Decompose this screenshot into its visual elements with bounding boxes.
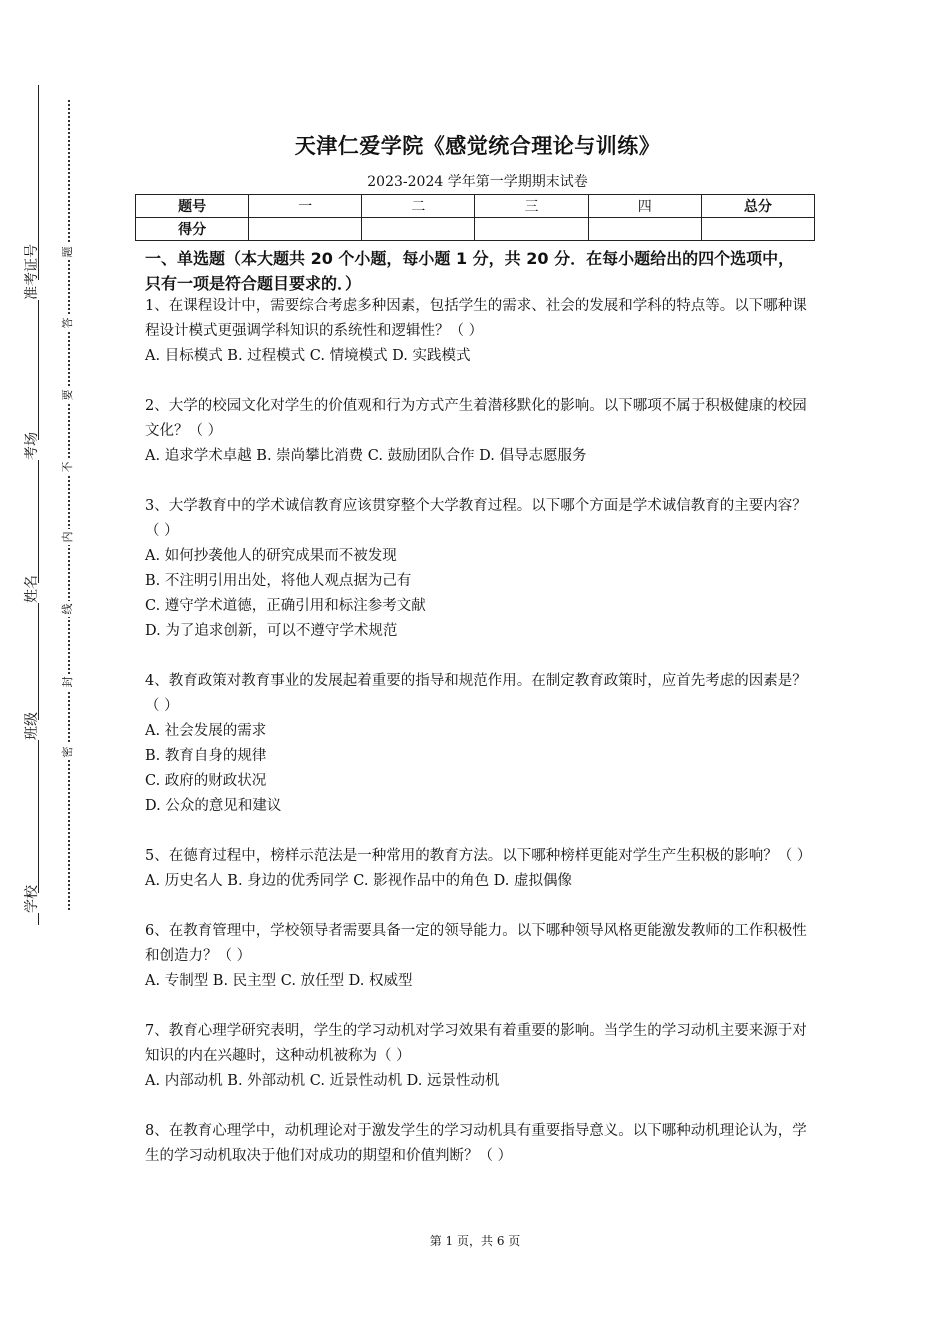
question-option: D. 为了追求创新，可以不遵守学术规范 <box>145 623 398 639</box>
binding-label-exam-room: 考场 <box>24 432 40 460</box>
seal-char-da: 答 <box>61 315 75 331</box>
question-list <box>145 294 810 1194</box>
question-option: A. 专制型 B. 民主型 C. 放任型 D. 权威型 <box>145 973 413 989</box>
binding-label-name: 姓名 <box>24 575 40 603</box>
question-option: A. 追求学术卓越 B. 崇尚攀比消费 C. 鼓励团队合作 D. 倡导志愿服务 <box>145 448 587 464</box>
question-stem: 3、大学教育中的学术诚信教育应该贯穿整个大学教育过程。以下哪个方面是学术诚信教育的主要内容？（ ） <box>145 498 807 539</box>
seal-char-nei: 内 <box>61 529 75 545</box>
question-stem: 8、在教育心理学中，动机理论对于激发学生的学习动机具有重要指导意义。以下哪种动机理论认为，学生的学习动机取决于他们对成功的期望和价值判断？（ ） <box>145 1123 807 1164</box>
score-cell-4[interactable] <box>588 218 701 241</box>
binding-dotted-line <box>68 100 70 910</box>
score-header-section-1: 一 <box>249 195 362 218</box>
seal-char-feng: 封 <box>61 674 75 690</box>
score-header-total: 总分 <box>701 195 814 218</box>
question-7 <box>145 1019 810 1094</box>
page-footer: 第 1 页，共 6 页 <box>429 1234 521 1248</box>
question-stem: 6、在教育管理中，学校领导者需要具备一定的领导能力。以下哪种领导风格更能激发教师的工作积极性和创造力？（ ） <box>145 923 807 964</box>
score-table-header-row <box>136 195 815 218</box>
question-option: B. 不注明引用出处，将他人观点据为己有 <box>145 573 412 589</box>
question-option: A. 历史名人 B. 身边的优秀同学 C. 影视作品中的角色 D. 虚拟偶像 <box>145 873 573 889</box>
question-8 <box>145 1119 810 1169</box>
score-header-label: 题号 <box>136 195 249 218</box>
question-option: A. 目标模式 B. 过程模式 C. 情境模式 D. 实践模式 <box>145 348 471 364</box>
seal-char-mi: 密 <box>61 744 75 760</box>
question-option: B. 教育自身的规律 <box>145 748 267 764</box>
question-2 <box>145 394 810 469</box>
seal-char-ti: 题 <box>61 244 75 260</box>
seal-char-xian: 线 <box>61 601 75 617</box>
question-stem: 1、在课程设计中，需要综合考虑多种因素，包括学生的需求、社会的发展和学科的特点等。以下哪种课程设计模式更强调学科知识的系统性和逻辑性？（ ） <box>145 298 807 339</box>
score-cell-1[interactable] <box>249 218 362 241</box>
score-row-label: 得分 <box>136 218 249 241</box>
question-option: A. 社会发展的需求 <box>145 723 267 739</box>
binding-label-school: 学校 <box>24 885 40 913</box>
score-header-section-3: 三 <box>475 195 588 218</box>
exam-title: 天津仁爱学院《感觉统合理论与训练》 <box>294 134 661 158</box>
question-option: C. 遵守学术道德，正确引用和标注参考文献 <box>145 598 426 614</box>
score-table-score-row <box>136 218 815 241</box>
exam-subtitle: 2023-2024 学年第一学期期末试卷 <box>367 174 588 190</box>
question-stem: 5、在德育过程中，榜样示范法是一种常用的教育方法。以下哪种榜样更能对学生产生积极的影响？（ ） <box>145 848 812 864</box>
binding-margin <box>0 0 110 1344</box>
score-cell-2[interactable] <box>362 218 475 241</box>
question-4 <box>145 669 810 819</box>
score-cell-total[interactable] <box>701 218 814 241</box>
question-6 <box>145 919 810 994</box>
question-option: A. 内部动机 B. 外部动机 C. 近景性动机 D. 远景性动机 <box>145 1073 500 1089</box>
score-cell-3[interactable] <box>475 218 588 241</box>
question-3 <box>145 494 810 644</box>
score-header-section-4: 四 <box>588 195 701 218</box>
score-header-section-2: 二 <box>362 195 475 218</box>
section-1-heading: 一、单选题（本大题共 20 个小题，每小题 1 分，共 20 分．在每小题给出的四个选项中，只有一项是符合题目要求的．） <box>145 249 795 293</box>
question-option: D. 公众的意见和建议 <box>145 798 282 814</box>
question-stem: 2、大学的校园文化对学生的价值观和行为方式产生着潜移默化的影响。以下哪项不属于积极健康的校园文化？（ ） <box>145 398 807 439</box>
binding-label-ticket-number: 准考证号 <box>24 244 40 300</box>
binding-solid-line <box>38 85 39 925</box>
question-stem: 4、教育政策对教育事业的发展起着重要的指导和规范作用。在制定教育政策时，应首先考虑的因素是？（ ） <box>145 673 807 714</box>
seal-char-yao: 要 <box>61 387 75 403</box>
question-option: A. 如何抄袭他人的研究成果而不被发现 <box>145 548 397 564</box>
question-option: C. 政府的财政状况 <box>145 773 267 789</box>
question-1 <box>145 294 810 369</box>
seal-char-bu: 不 <box>61 459 75 475</box>
question-stem: 7、教育心理学研究表明，学生的学习动机对学习效果有着重要的影响。当学生的学习动机主要来源于对知识的内在兴趣时，这种动机被称为（ ） <box>145 1023 807 1064</box>
binding-label-class: 班级 <box>24 712 40 740</box>
score-table <box>135 194 815 241</box>
question-5 <box>145 844 810 894</box>
